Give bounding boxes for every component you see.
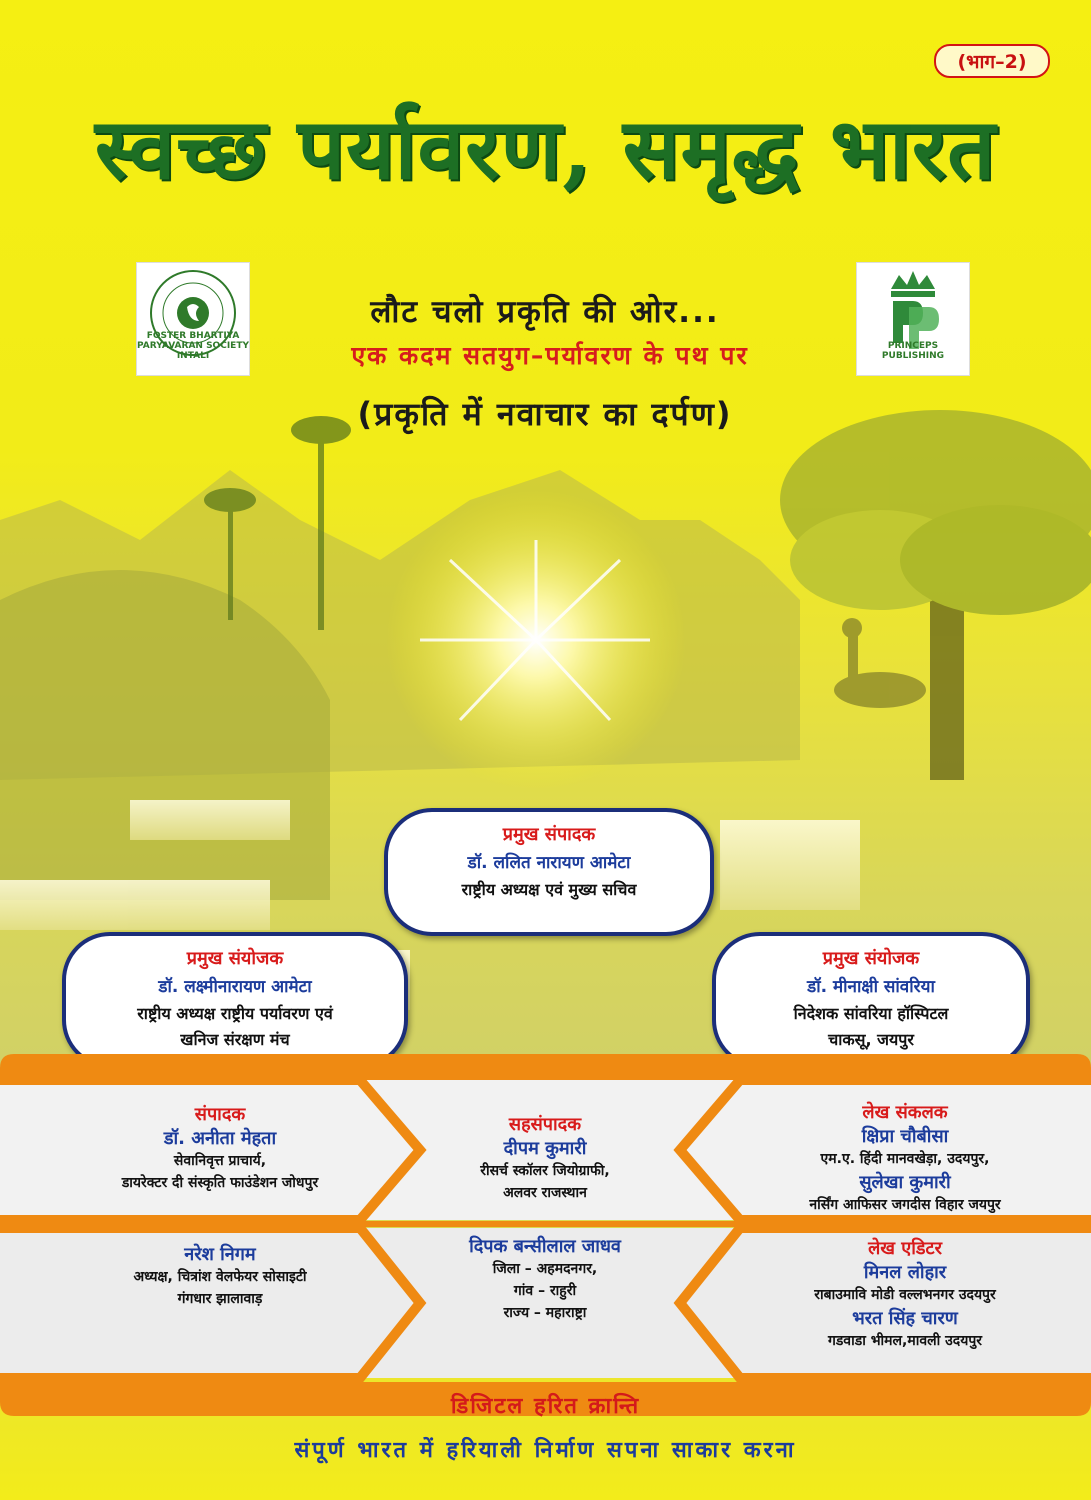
chief-editor-name: डॉ. ललित नारायण आमेटा xyxy=(467,853,631,873)
cover-title: स्वच्छ पर्यावरण, समृद्ध भारत xyxy=(94,99,997,198)
naresh-cell xyxy=(60,1242,380,1310)
convener-right-role: प्रमुख संयोजक xyxy=(822,948,920,969)
dipak-cell xyxy=(420,1234,670,1324)
society-logo xyxy=(136,262,250,376)
compiler-name-1: क्षिप्रा चौबीसा xyxy=(861,1126,949,1147)
tagline-return-to-nature: लौट चलो प्रकृति की ओर... xyxy=(370,294,720,330)
tagline-step-forward: एक कदम सतयुग–पर्यावरण के पथ पर xyxy=(351,341,749,370)
compiler-cell xyxy=(740,1100,1070,1216)
coeditor-cell xyxy=(420,1112,670,1204)
editor-desc-line2: डायरेक्टर दी संस्कृति फाउंडेशन जोधपुर xyxy=(121,1175,319,1191)
convener-left-desc-line1: राष्ट्रीय अध्यक्ष राष्ट्रीय पर्यावरण एवं xyxy=(137,1004,333,1023)
article-editor-desc-2: गडवाडा भीमल,मावली उदयपुर xyxy=(827,1333,983,1349)
convener-right-desc-line2: चाकसू, जयपुर xyxy=(828,1030,914,1049)
naresh-desc-line2: गंगधार झालावाड़ xyxy=(177,1291,263,1307)
article-editor-name-1: मिनल लोहार xyxy=(863,1262,947,1283)
dipak-desc-line1: जिला – अहमदनगर, xyxy=(492,1261,598,1277)
convener-left-role: प्रमुख संयोजक xyxy=(186,948,284,969)
article-editor-cell xyxy=(740,1236,1070,1352)
article-editor-name-2: भरत सिंह चारण xyxy=(852,1308,958,1329)
editor-desc-line1: सेवानिवृत्त प्राचार्य, xyxy=(173,1153,267,1169)
publisher-logo xyxy=(856,262,970,376)
society-logo-text: FOSTER BHARTIYA PARYAVARAN SOCIETY INTALI xyxy=(137,331,249,361)
deer-figure xyxy=(834,618,926,708)
part-badge: (भाग–2) xyxy=(934,44,1050,78)
article-editor-desc-1: राबाउमावि मोडी वल्लभनगर उदयपुर xyxy=(814,1287,996,1303)
compiler-desc-2: नर्सिंग आफिसर जगदीस विहार जयपुर xyxy=(809,1197,1001,1213)
coeditor-name: दीपम कुमारी xyxy=(503,1138,587,1159)
editor-cell xyxy=(60,1102,380,1194)
editor-role: संपादक xyxy=(194,1104,246,1125)
coeditor-desc-line1: रीसर्च स्कॉलर जियोग्राफी, xyxy=(480,1163,610,1179)
coeditor-desc-line2: अलवर राजस्थान xyxy=(503,1185,587,1201)
editor-name: डॉ. अनीता मेहता xyxy=(163,1128,277,1149)
chief-editor-card xyxy=(384,808,714,936)
chief-editor-desc: राष्ट्रीय अध्यक्ष एवं मुख्य सचिव xyxy=(461,880,637,899)
dipak-desc-line3: राज्य – महाराष्ट्रा xyxy=(503,1305,587,1321)
article-editor-role: लेख एडिटर xyxy=(868,1238,942,1259)
chief-editor-role: प्रमुख संपादक xyxy=(502,824,596,845)
publisher-logo-text: PRINCEPS PUBLISHING xyxy=(881,341,945,361)
footer-digital-green-revolution: डिजिटल हरित क्रान्ति xyxy=(450,1394,641,1419)
compiler-name-2: सुलेखा कुमारी xyxy=(859,1172,951,1193)
tagline-innovation-mirror: (प्रकृति में नवाचार का दर्पण) xyxy=(357,395,733,433)
convener-right-desc-line1: निदेशक सांवरिया हॉस्पिटल xyxy=(793,1004,949,1023)
large-tree xyxy=(780,410,1091,780)
convener-right-name: डॉ. मीनाक्षी सांवरिया xyxy=(807,977,935,997)
coeditor-role: सहसंपादक xyxy=(508,1114,582,1135)
dipak-desc-line2: गांव – राहुरी xyxy=(513,1283,577,1299)
compiler-desc-1: एम.ए. हिंदी मानवखेड़ा, उदयपुर, xyxy=(820,1151,990,1167)
naresh-desc-line1: अध्यक्ष, चित्रांश वेलफेयर सोसाइटी xyxy=(133,1269,307,1285)
convener-left-name: डॉ. लक्ष्मीनारायण आमेटा xyxy=(158,977,312,997)
dipak-name: दिपक बन्सीलाल जाधव xyxy=(469,1236,621,1257)
naresh-name: नरेश निगम xyxy=(184,1244,256,1265)
convener-left-desc-line2: खनिज संरक्षण मंच xyxy=(180,1030,290,1049)
footer-slogan: संपूर्ण भारत में हरियाली निर्माण सपना साकार करना xyxy=(294,1438,797,1463)
compiler-role: लेख संकलक xyxy=(862,1102,948,1123)
